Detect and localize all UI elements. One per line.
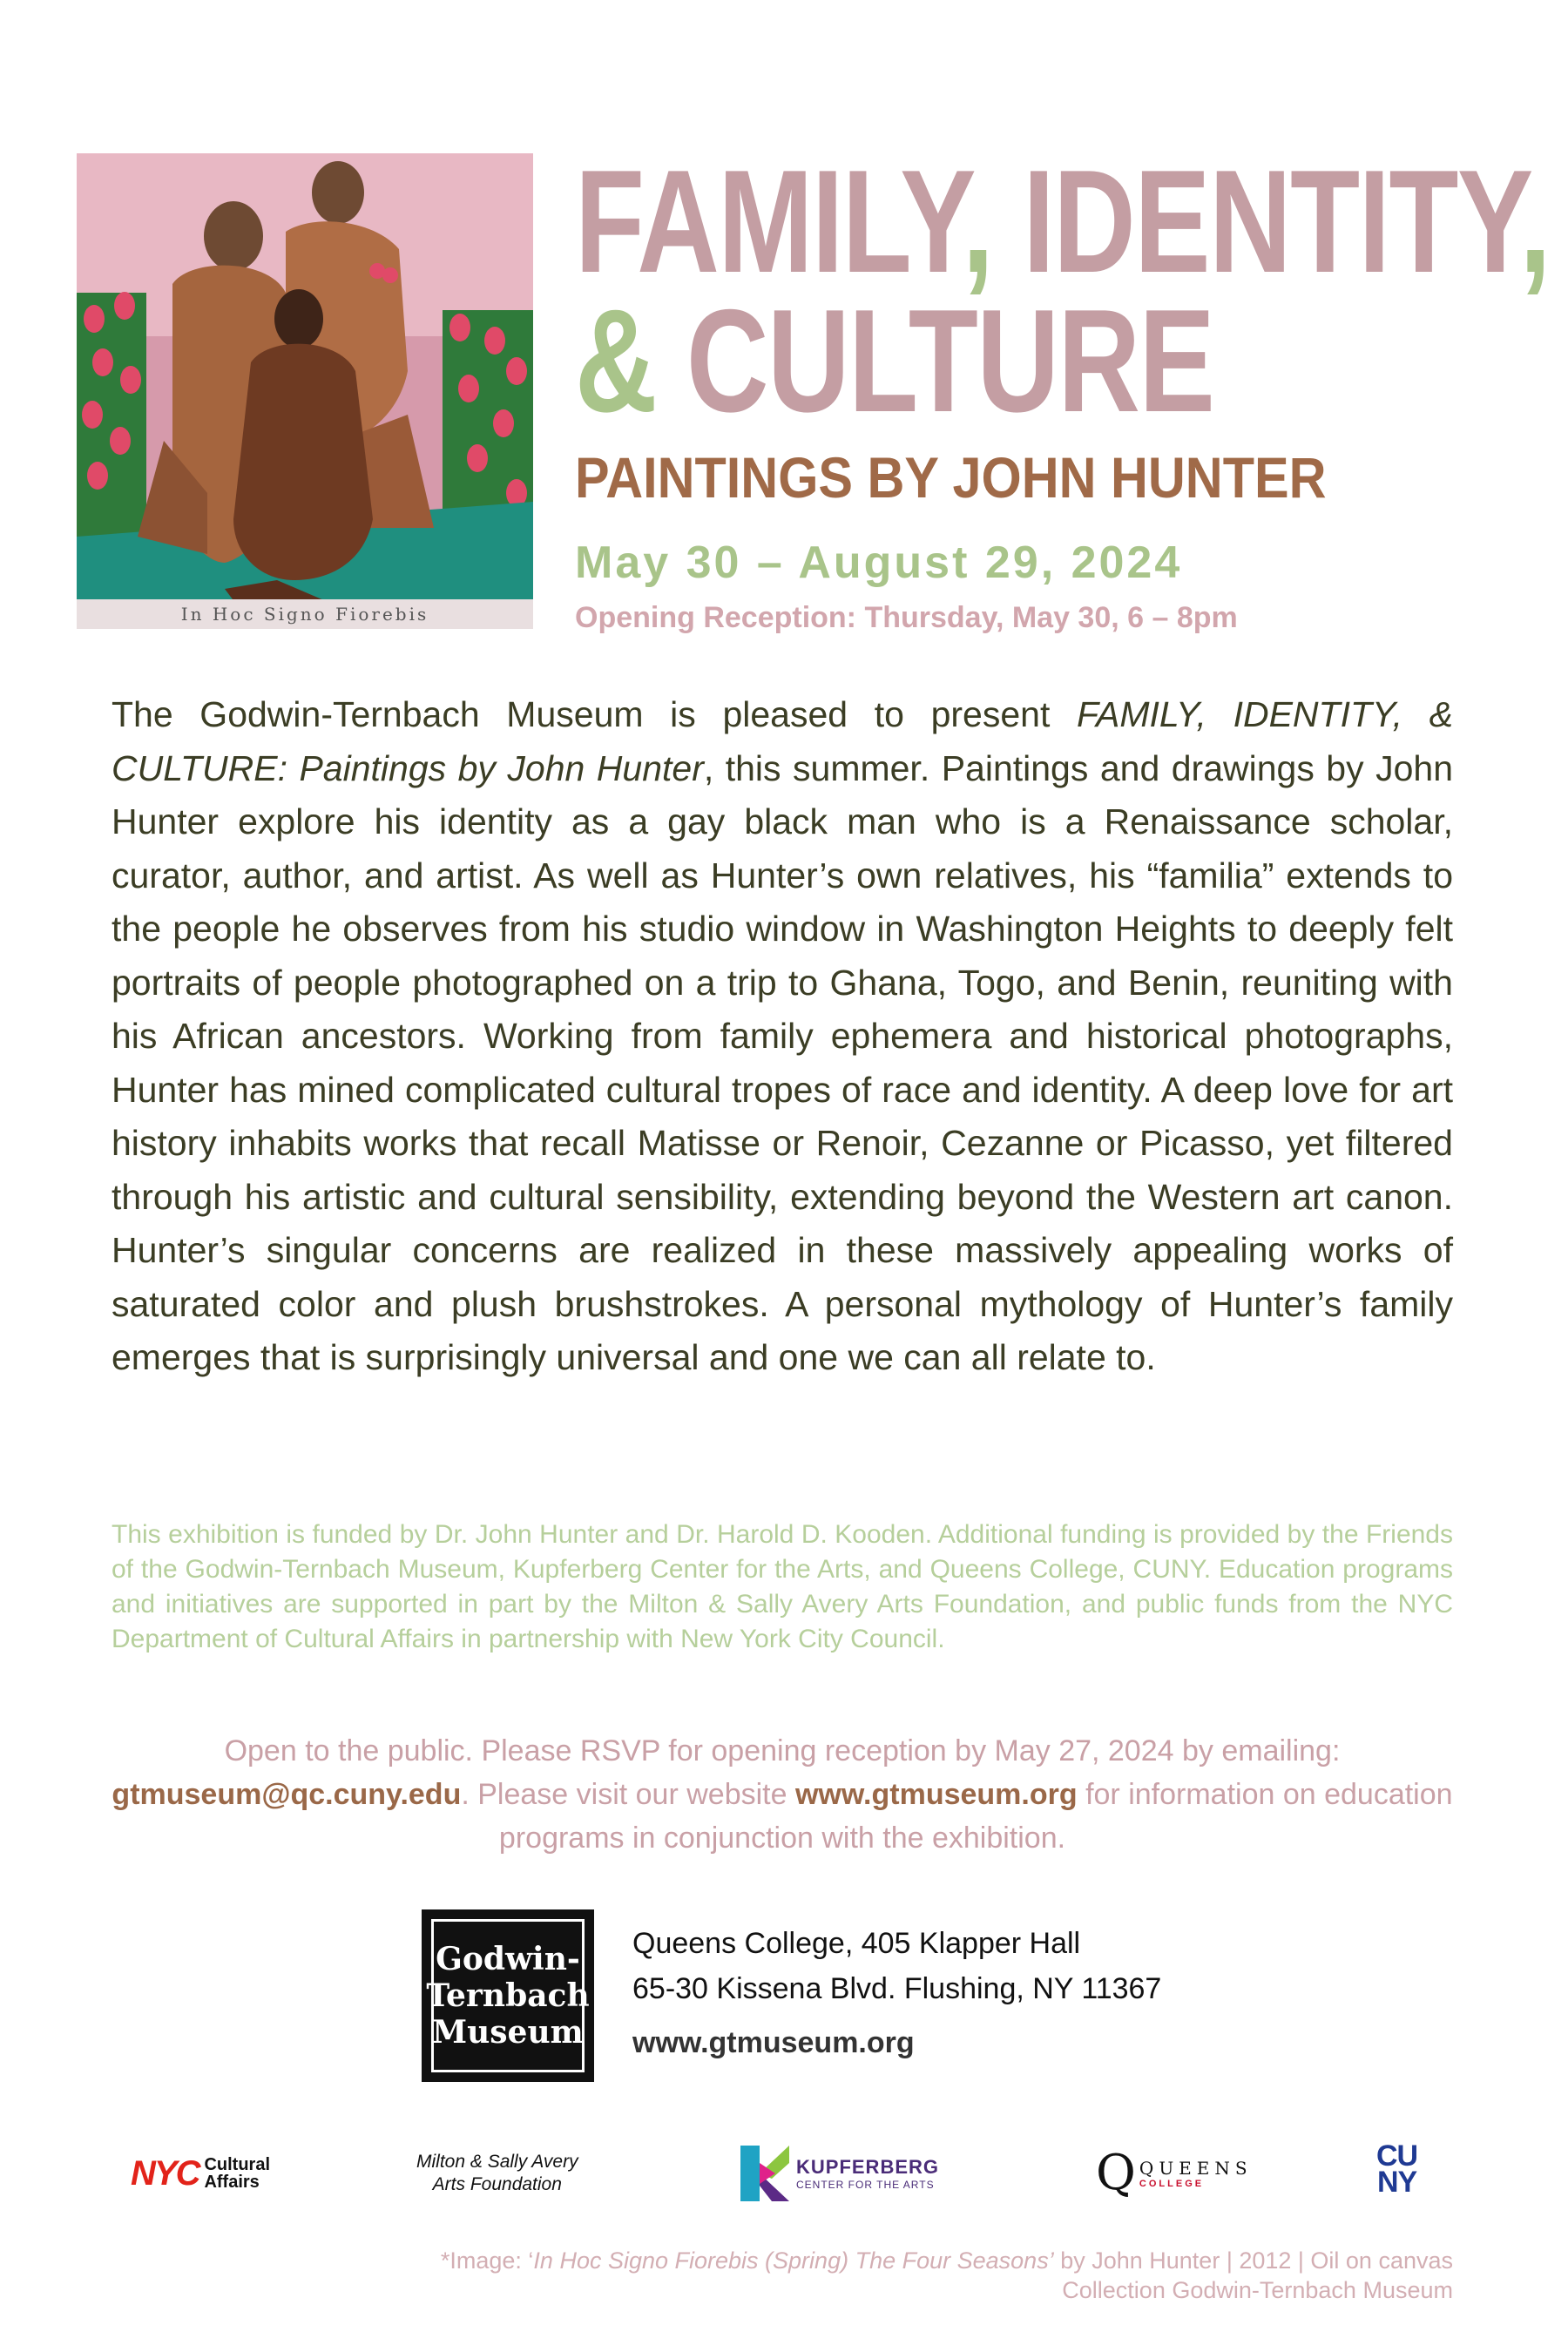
queens-college-logo xyxy=(1096,2143,1253,2204)
address-line-1: Queens College, 405 Klapper Hall xyxy=(632,1927,1081,1960)
nyc-text xyxy=(204,2156,270,2191)
painting-image xyxy=(77,153,533,629)
rsvp-part1: Open to the public. Please RSVP for opening reception by May 27, 2024 by emailing: xyxy=(224,1734,1341,1767)
queens-q-icon: Q xyxy=(1096,2145,1136,2201)
museum-logo-line3: Museum xyxy=(432,2014,584,2051)
funding-paragraph: This exhibition is funded by Dr. John Hunter and Dr. Harold D. Kooden. Additional funding is provided by the Friends of the Godwin-Ternbach Museum, Kupferberg Center for the Arts, and Queens College, CUNY. Education programs and initiatives are supported in part by the Milton & Sally Avery Arts Foundation, and public funds from the NYC Department of Cultural Affairs in partnership with New York City Council. xyxy=(112,1520,1453,1653)
title-comma-1: , xyxy=(962,139,993,303)
title-line-2 xyxy=(575,279,1214,443)
nyc-text-line1: Cultural xyxy=(204,2155,271,2174)
nyc-cultural-affairs-logo xyxy=(131,2143,270,2204)
museum-logo-line2: Ternbach xyxy=(426,1977,590,2014)
queens-line2: COLLEGE xyxy=(1139,2179,1205,2189)
rsvp-part2: . Please visit our website xyxy=(461,1778,795,1811)
opening-reception: Opening Reception: Thursday, May 30, 6 – 8pm xyxy=(575,601,1238,634)
exhibition-subtitle: PAINTINGS BY JOHN HUNTER xyxy=(575,445,1327,510)
title-word-culture: CULTURE xyxy=(656,279,1214,443)
museum-logo xyxy=(422,1909,594,2082)
title-line-1 xyxy=(575,139,1551,303)
credit-suffix: by John Hunter | 2012 | Oil on canvas xyxy=(1053,2247,1453,2274)
rsvp-part3: for information on education programs in conjunction with the exhibition. xyxy=(498,1778,1453,1855)
painting-illustration xyxy=(77,153,533,629)
kupferberg-line1: KUPFERBERG xyxy=(796,2156,940,2178)
queens-line1: QUEENS xyxy=(1139,2158,1253,2179)
kupferberg-k-icon xyxy=(740,2146,789,2201)
museum-logo-frame xyxy=(426,1919,590,2072)
queens-text xyxy=(1139,2158,1253,2189)
credit-italic-title: In Hoc Signo Fiorebis (Spring) The Four Seasons’ xyxy=(533,2247,1054,2274)
title-word-identity: IDENTITY xyxy=(992,139,1520,303)
cuny-logo xyxy=(1376,2139,1418,2204)
address-website-link[interactable]: www.gtmuseum.org xyxy=(632,2026,915,2059)
cuny-line1: CU xyxy=(1376,2139,1418,2173)
body-intro: The Godwin-Ternbach Museum is pleased to present xyxy=(112,694,1078,734)
nyc-mark: NYC xyxy=(131,2153,199,2193)
exhibition-dates: May 30 – August 29, 2024 xyxy=(575,537,1183,588)
kupferberg-text xyxy=(796,2156,939,2191)
museum-logo-line1: Godwin- xyxy=(436,1941,580,1977)
rsvp-paragraph xyxy=(112,1729,1453,1860)
cuny-line2: NY xyxy=(1376,2166,1417,2199)
image-credit-line-2: Collection Godwin-Ternbach Museum xyxy=(1062,2277,1453,2303)
title-comma-2: , xyxy=(1519,139,1551,303)
kupferberg-logo xyxy=(740,2143,939,2204)
body-italic-title: FAMILY, IDENTITY, & CULTURE: Paintings by John Hunter xyxy=(112,694,1454,788)
image-credit-line-1 xyxy=(441,2247,1453,2274)
rsvp-email-link[interactable]: gtmuseum@qc.cuny.edu xyxy=(112,1778,462,1811)
painting-signature: In Hoc Signo Fiorebis xyxy=(180,604,429,625)
rsvp-website-link[interactable]: www.gtmuseum.org xyxy=(794,1778,1078,1811)
body-rest: , this summer. Paintings and drawings by John Hunter explore his identity as a gay black man who is a Renaissance scholar, curator, author, and artist. As well as Hunter’s own relatives, his “familia” extends to the people he observes from his studio window in Washington Heights to deeply felt portraits of people photographed on a trip to Ghana, Togo, and Benin, reuniting with his African ancestors. Working from family ephemera and historical photographs, Hunter has mined complicated cultural tropes of race and identity. A deep love for art history inhabits works that recall Matisse or Renoir, Cezanne or Picasso, yet filtered through his artistic and cultural sensibility, extending beyond the Western art canon. Hunter’s singular concerns are realized in these massively appealing works of saturated color and plush brushstrokes. A personal mythology of Hunter’s family emerges that is surprisingly universal and one we can all relate to. xyxy=(112,747,1453,1377)
title-ampersand: & xyxy=(575,279,657,443)
kupferberg-line2: CENTER FOR THE ARTS xyxy=(796,2179,935,2191)
nyc-text-line2: Affairs xyxy=(204,2173,260,2192)
address-line-2: 65-30 Kissena Blvd. Flushing, NY 11367 xyxy=(632,1972,1162,2005)
avery-line2: Arts Foundation xyxy=(432,2174,562,2194)
avery-line1: Milton & Sally Avery xyxy=(416,2152,578,2172)
avery-foundation-logo xyxy=(416,2143,578,2204)
credit-prefix: *Image: ‘ xyxy=(440,2247,534,2274)
title-word-family: FAMILY xyxy=(575,139,963,303)
body-paragraph xyxy=(112,688,1453,1385)
